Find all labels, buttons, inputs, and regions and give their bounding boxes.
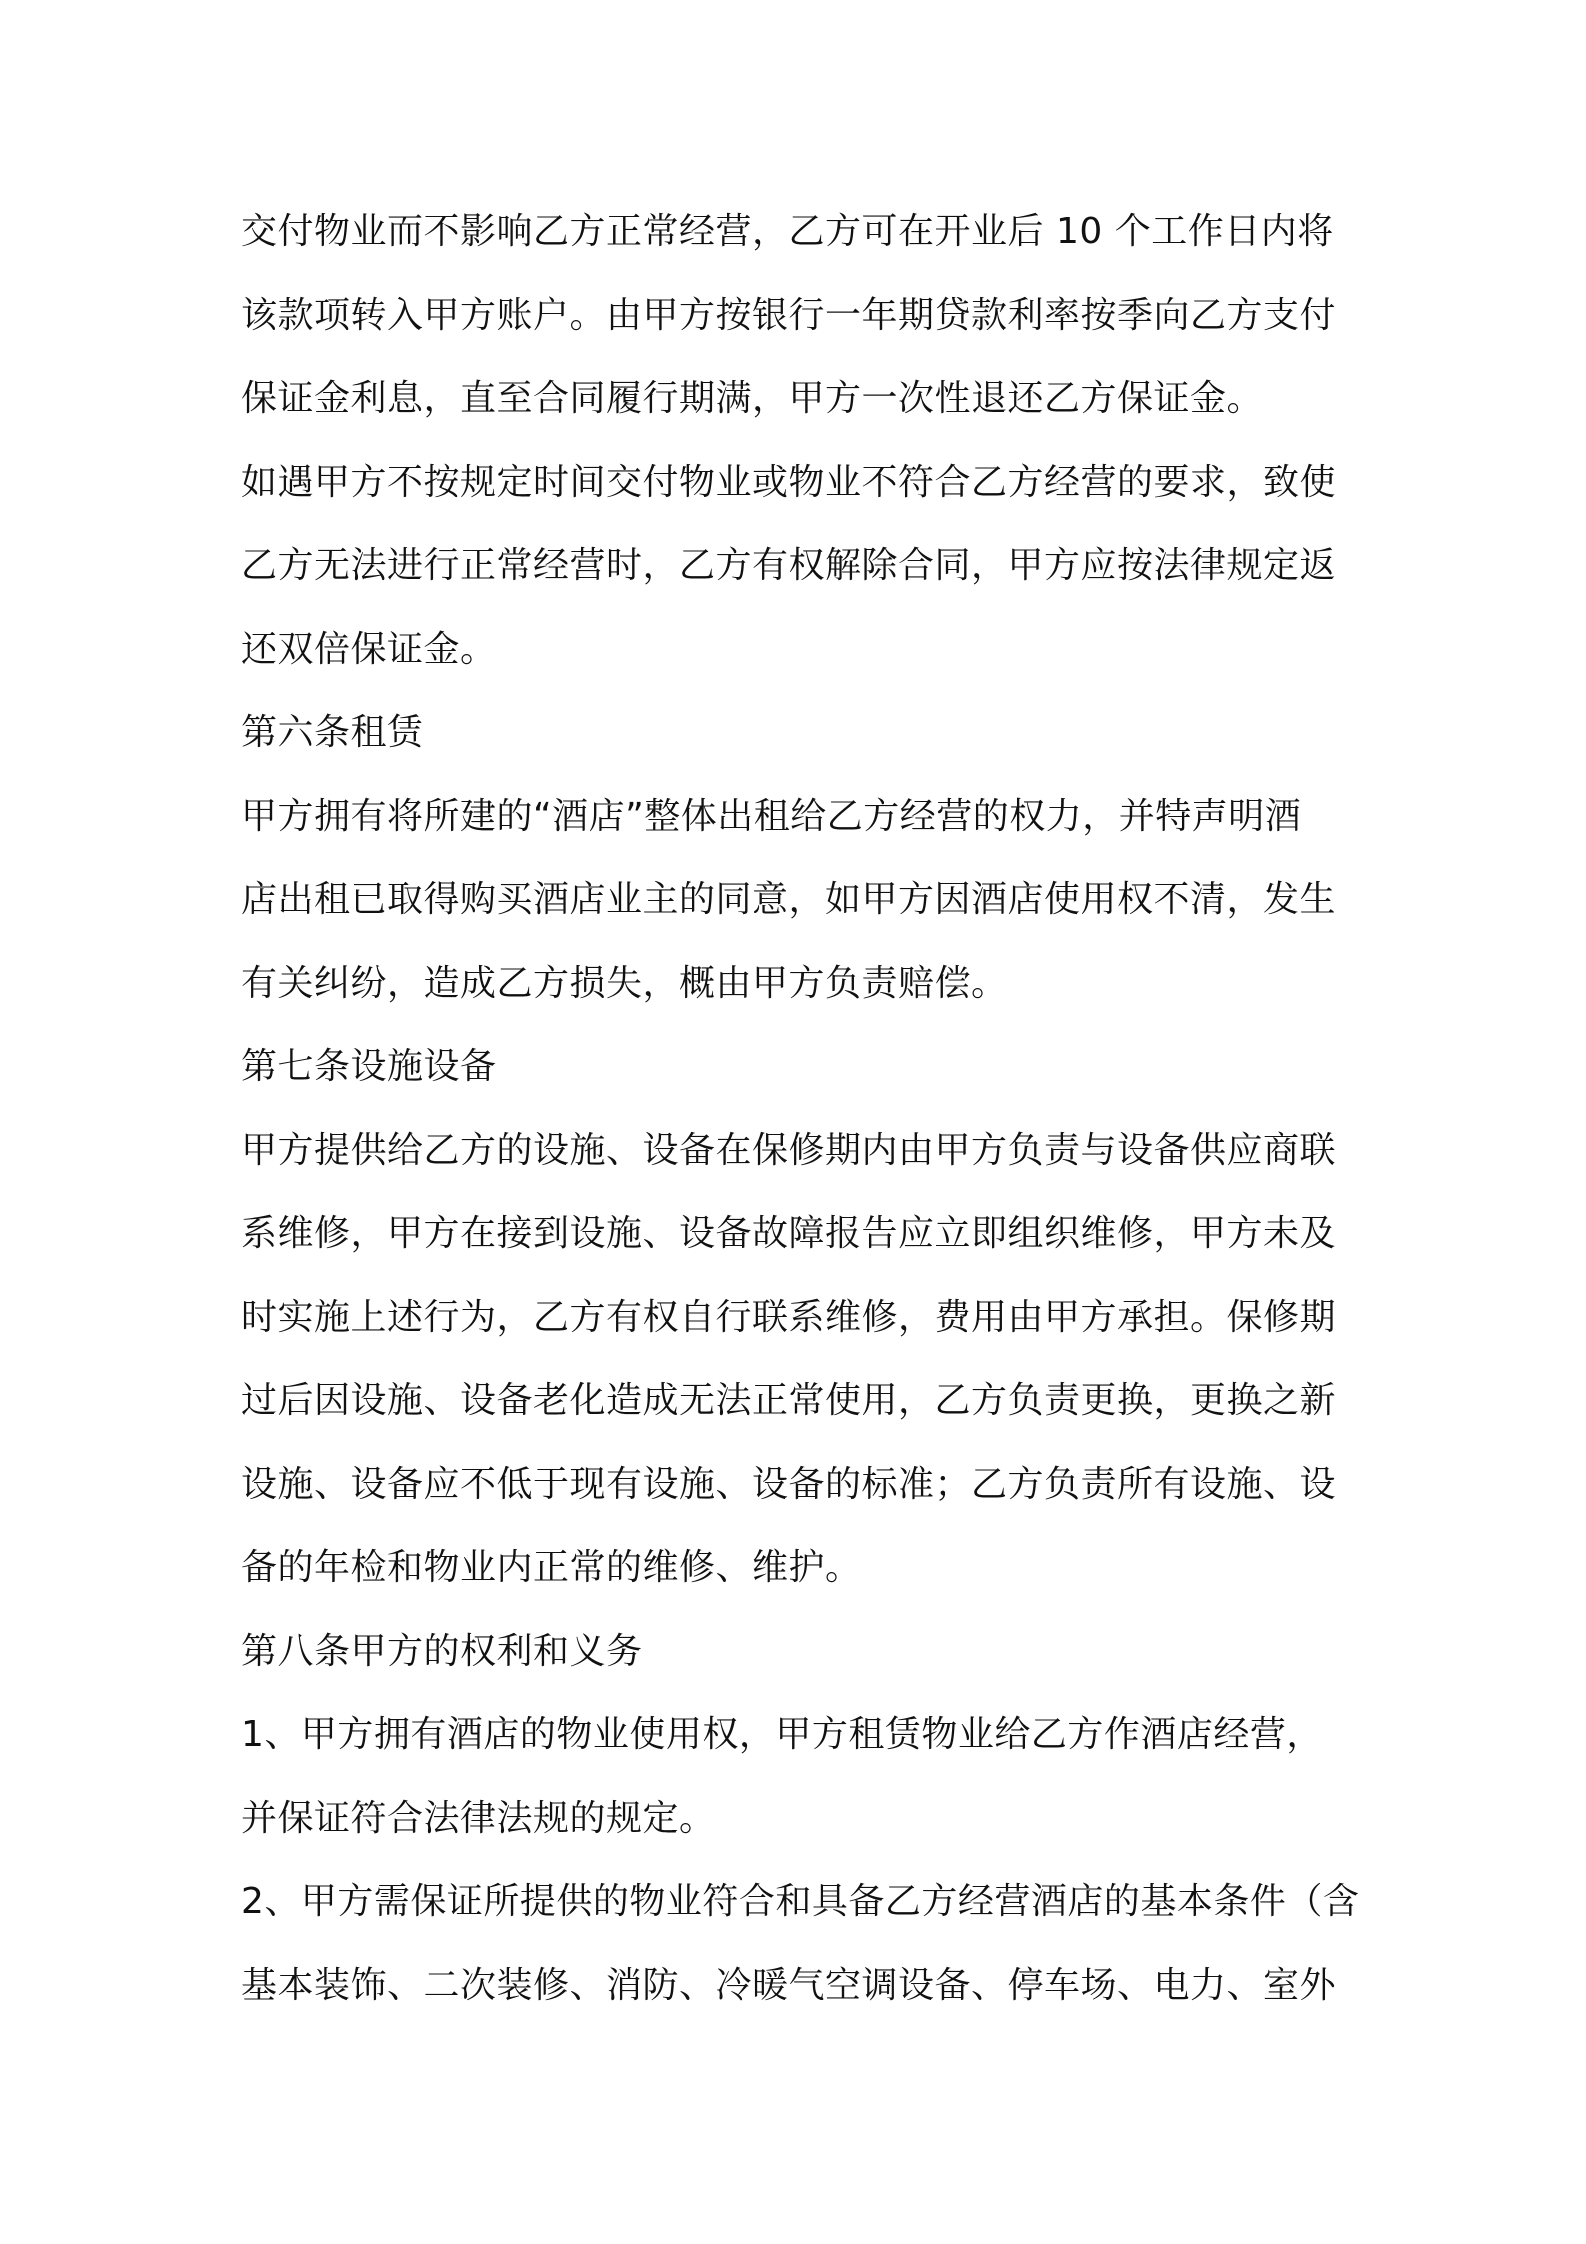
paragraph-item-1: [241, 1693, 1361, 1860]
text-line: 店出租已取得购买酒店业主的同意，如甲方因酒店使用权不清，发生: [241, 879, 1337, 920]
document-body: [241, 190, 1361, 2027]
text-line: 备的年检和物业内正常的维修、维护。: [241, 1547, 862, 1588]
paragraph-facilities: [241, 1109, 1361, 1610]
text-line: 过后因设施、设备老化造成无法正常使用，乙方负责更换，更换之新: [241, 1380, 1337, 1421]
text-line: 交付物业而不影响乙方正常经营，乙方可在开业后 10 个工作日内将: [241, 211, 1334, 252]
text-line: 还双倍保证金。: [241, 628, 497, 670]
text-line: 保证金利息，直至合同履行期满，甲方一次性退还乙方保证金。: [241, 378, 1264, 419]
heading-text: 第六条租赁: [241, 712, 424, 753]
text-line: 系维修，甲方在接到设施、设备故障报告应立即组织维修，甲方未及: [241, 1213, 1337, 1254]
paragraph-item-2: [241, 1860, 1361, 2027]
text-line: 乙方无法进行正常经营时，乙方有权解除合同，甲方应按法律规定返: [241, 545, 1337, 586]
heading-text: 第八条甲方的权利和义务: [241, 1630, 643, 1672]
text-line: 设施、设备应不低于现有设施、设备的标准；乙方负责所有设施、设: [241, 1463, 1337, 1505]
text-line: 并保证符合法律法规的规定。: [241, 1797, 716, 1839]
heading-text: 第七条设施设备: [241, 1046, 497, 1087]
article-8-heading: [241, 1610, 1361, 1694]
text-line: 有关纠纷，造成乙方损失，概由甲方负责赔偿。: [241, 962, 1008, 1004]
text-line: 时实施上述行为，乙方有权自行联系维修，费用由甲方承担。保修期: [241, 1296, 1337, 1338]
text-line: 该款项转入甲方账户。由甲方按银行一年期贷款利率按季向乙方支付: [241, 294, 1337, 336]
article-6-heading: [241, 691, 1361, 775]
text-line: 1、甲方拥有酒店的物业使用权，甲方租赁物业给乙方作酒店经营，: [241, 1714, 1323, 1755]
article-7-heading: [241, 1025, 1361, 1109]
paragraph-double-deposit: [241, 441, 1361, 692]
text-line: 如遇甲方不按规定时间交付物业或物业不符合乙方经营的要求，致使: [241, 461, 1337, 503]
text-line: 2、甲方需保证所提供的物业符合和具备乙方经营酒店的基本条件（含: [241, 1881, 1360, 1922]
text-line: 基本装饰、二次装修、消防、冷暖气空调设备、停车场、电力、室外: [241, 1964, 1337, 2006]
paragraph-lease: [241, 775, 1361, 1026]
text-line: 甲方拥有将所建的“酒店”整体出租给乙方经营的权力，并特声明酒: [241, 795, 1302, 837]
text-line: 甲方提供给乙方的设施、设备在保修期内由甲方负责与设备供应商联: [241, 1129, 1337, 1171]
paragraph-deposit-transfer: [241, 190, 1361, 441]
